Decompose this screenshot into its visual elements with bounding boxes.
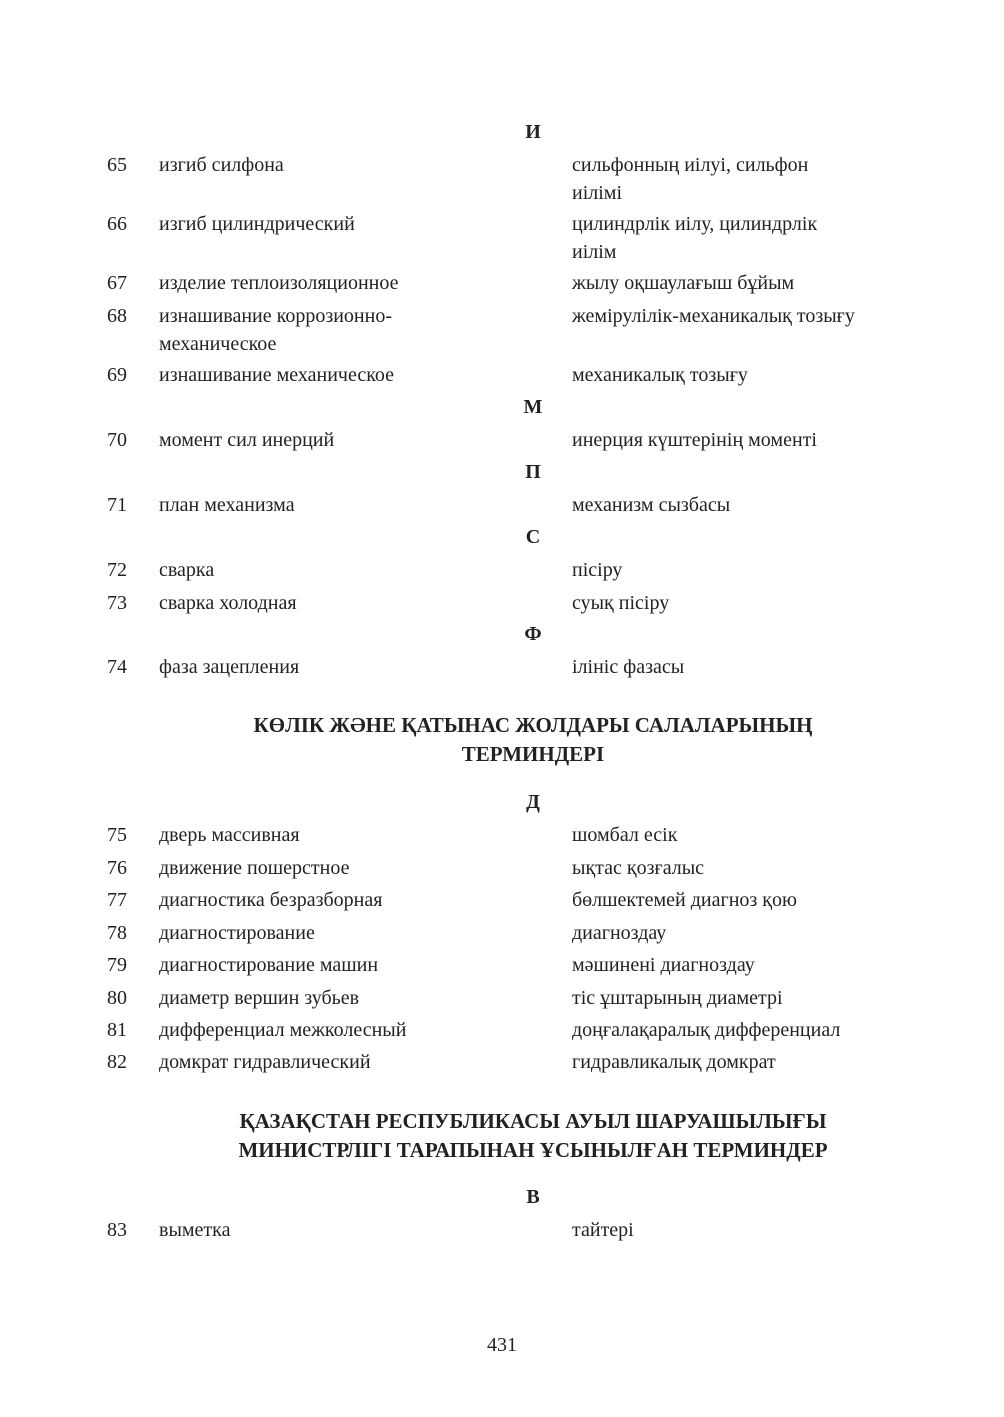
term-number: 80 [107, 987, 127, 1009]
letter-heading-i: И [525, 121, 541, 143]
term-kazakh: гидравликалық домкрат [572, 1051, 776, 1073]
term-russian: домкрат гидравлический [159, 1051, 371, 1073]
term-number: 65 [107, 154, 127, 176]
term-russian: изгиб цилиндрический [159, 213, 355, 235]
term-number: 68 [107, 305, 127, 327]
letter-heading-d: Д [526, 791, 540, 813]
term-kazakh: тіс ұштарының диаметрі [572, 987, 783, 1009]
term-russian: дверь массивная [159, 824, 300, 846]
term-russian: план механизма [159, 494, 295, 516]
page-number: 431 [487, 1334, 517, 1356]
term-row-67 [0, 269, 1004, 297]
section-heading-agriculture: ҚАЗАҚСТАН РЕСПУБЛИКАСЫ АУЫЛ ШАРУАШЫЛЫҒЫ МИНИСТРЛІГІ ТАРАПЫНАН ҰСЫНЫЛҒАН ТЕРМИНДЕР [238, 1109, 828, 1162]
term-kazakh: суық пісіру [572, 592, 670, 614]
term-row-69 [0, 361, 1004, 389]
term-russian: диагностирование [159, 922, 315, 944]
term-number: 77 [107, 889, 127, 911]
term-kazakh: жылу оқшаулағыш бұйым [572, 272, 795, 294]
term-russian: диаметр вершин зубьев [159, 987, 360, 1009]
term-row-71 [0, 491, 1004, 519]
letter-heading-m: М [523, 396, 543, 418]
term-number: 74 [107, 656, 127, 678]
section-heading-transport: КӨЛІК ЖӘНЕ ҚАТЫНАС ЖОЛДАРЫ САЛАЛАРЫНЫҢ ТЕРМИНДЕРІ [253, 713, 813, 766]
letter-heading-p: П [525, 461, 541, 483]
term-row-68 [0, 302, 1004, 355]
term-kazakh: пісіру [572, 559, 623, 581]
term-kazakh: тайтері [572, 1219, 634, 1241]
term-number: 83 [107, 1219, 127, 1241]
term-row-78 [0, 919, 1004, 947]
term-russian: изделие теплоизоляционное [159, 272, 399, 294]
term-kazakh: инерция күштерінің моменті [572, 429, 817, 451]
term-russian: диагностика безразборная [159, 889, 383, 911]
term-row-73 [0, 589, 1004, 617]
term-kazakh: ілініс фазасы [572, 656, 685, 678]
term-row-76 [0, 854, 1004, 882]
term-number: 72 [107, 559, 127, 581]
term-kazakh: доңғалақаралық дифференциал [572, 1019, 841, 1041]
term-row-77 [0, 886, 1004, 914]
term-number: 82 [107, 1051, 127, 1073]
term-row-74 [0, 653, 1004, 681]
term-row-65 [0, 151, 1004, 204]
term-number: 75 [107, 824, 127, 846]
term-row-81 [0, 1016, 1004, 1044]
term-number: 81 [107, 1019, 127, 1041]
term-row-72 [0, 556, 1004, 584]
term-number: 71 [107, 494, 127, 516]
letter-heading-v: В [526, 1186, 540, 1208]
term-number: 70 [107, 429, 127, 451]
term-row-80 [0, 984, 1004, 1012]
term-number: 69 [107, 364, 127, 386]
term-row-66 [0, 210, 1004, 263]
term-russian: дифференциал межколесный [159, 1019, 407, 1041]
term-russian: движение пошерстное [159, 857, 350, 879]
term-kazakh: диагноздау [572, 922, 667, 944]
term-russian: изгиб силфона [159, 154, 284, 176]
term-row-82 [0, 1048, 1004, 1076]
term-russian: изнашивание механическое [159, 364, 395, 386]
term-russian: сварка холодная [159, 592, 297, 614]
term-kazakh: бөлшектемей диагноз қою [572, 889, 797, 911]
term-row-79 [0, 951, 1004, 979]
term-russian: фаза зацепления [159, 656, 300, 678]
term-row-83 [0, 1216, 1004, 1244]
term-russian: диагностирование машин [159, 954, 379, 976]
term-kazakh: мәшинені диагноздау [572, 954, 755, 976]
letter-heading-s: С [525, 526, 541, 548]
term-kazakh: механикалық тозығу [572, 364, 748, 386]
term-kazakh: сильфонның иілуі, сильфон иілімі [572, 154, 809, 204]
term-kazakh: цилиндрлік иілу, цилиндрлік иілім [572, 213, 818, 263]
term-number: 79 [107, 954, 127, 976]
term-number: 66 [107, 213, 127, 235]
term-kazakh: шомбал есік [572, 824, 678, 846]
term-russian: выметка [159, 1219, 231, 1241]
term-row-75 [0, 821, 1004, 849]
term-kazakh: жемірулілік-механикалық тозығу [572, 305, 855, 327]
term-number: 73 [107, 592, 127, 614]
term-number: 78 [107, 922, 127, 944]
term-number: 67 [107, 272, 127, 294]
term-row-70 [0, 426, 1004, 454]
term-number: 76 [107, 857, 127, 879]
term-russian: момент сил инерций [159, 429, 335, 451]
term-russian: изнашивание коррозионно- механическое [159, 305, 392, 355]
term-russian: сварка [159, 559, 215, 581]
term-kazakh: механизм сызбасы [572, 494, 731, 516]
term-kazakh: ықтас қозғалыс [572, 857, 705, 879]
letter-heading-f: Ф [524, 623, 542, 645]
